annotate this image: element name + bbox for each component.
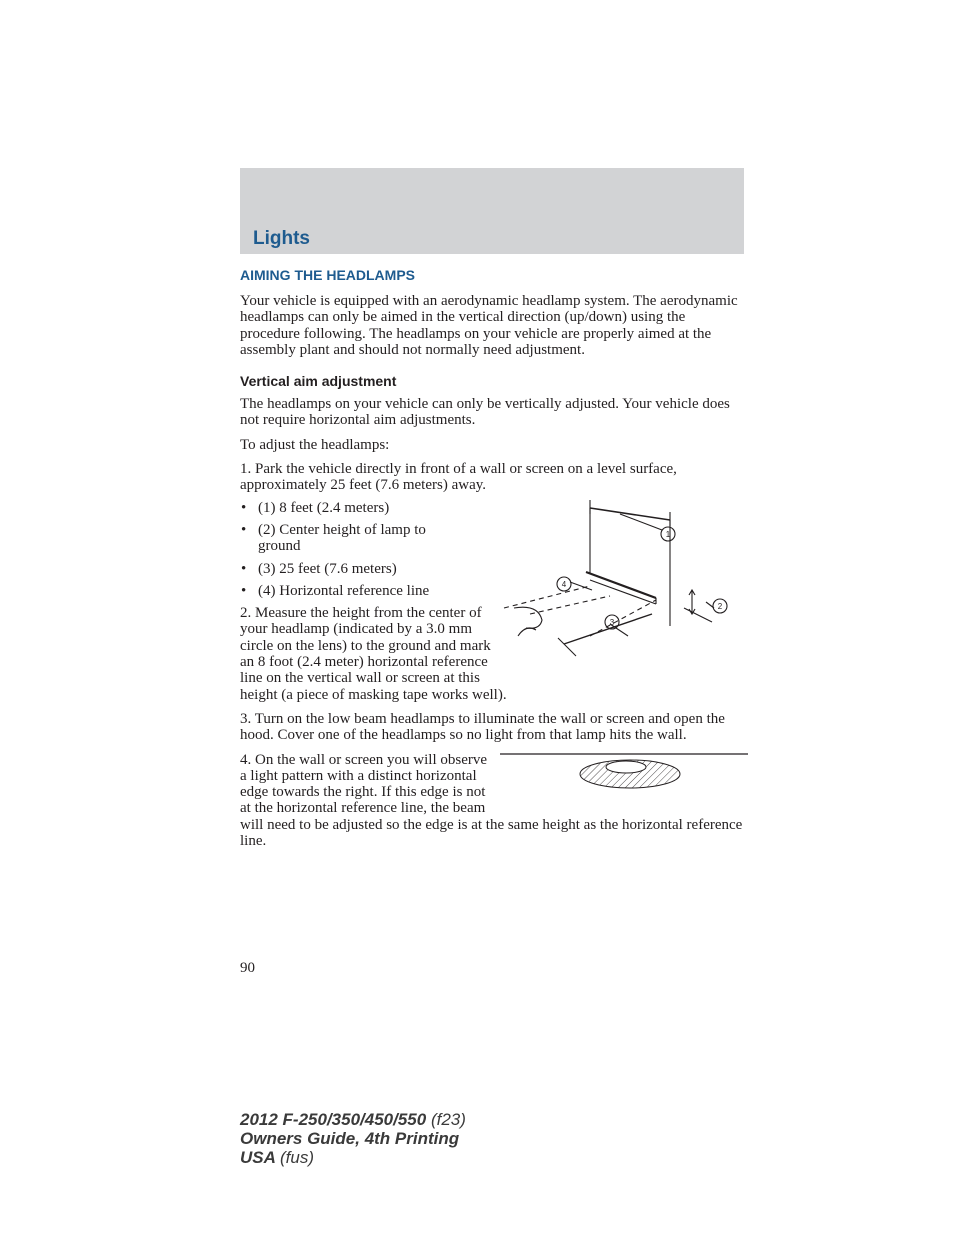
- headlamp-aim-diagram: [500, 496, 748, 674]
- footer-market-code: (fus): [280, 1148, 314, 1167]
- paragraph-2: To adjust the headlamps:: [240, 436, 390, 453]
- subheading: Vertical aim adjustment: [240, 373, 397, 390]
- step-3: 3. Turn on the low beam headlamps to illuminate the wall or screen and open the hood. Cover one of the headlamps so no light from that lamp hits the wall.: [240, 710, 725, 744]
- list-item: • (4) Horizontal reference line: [240, 583, 458, 599]
- page-content: [240, 266, 744, 857]
- list-item: • (2) Center height of lamp to ground: [240, 522, 458, 555]
- section-header-band: [240, 168, 744, 254]
- beam-pattern-diagram: [500, 750, 748, 798]
- footer-model: 2012 F-250/350/450/550: [240, 1110, 427, 1129]
- footer: [240, 1110, 466, 1167]
- paragraph-1: The headlamps on your vehicle can only be vertically adjusted. Your vehicle does not require horizontal aim adjustments.: [240, 396, 730, 429]
- footer-model-code: (f23): [430, 1110, 466, 1129]
- main-heading: AIMING THE HEADLAMPS: [240, 267, 415, 283]
- page-number: 90: [240, 960, 255, 976]
- callout-4: 4: [561, 579, 567, 589]
- callout-3: 3: [609, 617, 615, 627]
- list-item: • (3) 25 feet (7.6 meters): [240, 561, 458, 577]
- callout-2: 2: [717, 601, 723, 611]
- step-4: 4. On the wall or screen you will observe a light pattern with a distinct horizontal edge towards the right. If this edge is not at the horizontal reference line, the beam will need to be adjusted so the edge is at the same height as the horizontal reference line.: [240, 751, 743, 850]
- footer-market: USA: [240, 1148, 276, 1167]
- footer-guide: Owners Guide, 4th Printing: [240, 1129, 460, 1148]
- intro-paragraph: Your vehicle is equipped with an aerodynamic headlamp system. The aerodynamic headlamps can only be aimed in the vertical direction (up/down) using the procedure following. The headlamps on your vehicle are properly aimed at the assembly plant and should not normally need adjustment.: [240, 293, 738, 358]
- step-1: 1. Park the vehicle directly in front of a wall or screen on a level surface, approximately 25 feet (7.6 meters) away.: [240, 461, 677, 494]
- list-item: • (1) 8 feet (2.4 meters): [240, 500, 458, 516]
- section-title: Lights: [253, 228, 310, 249]
- callout-1: 1: [665, 529, 671, 539]
- step-2: 2. Measure the height from the center of your headlamp (indicated by a 3.0 mm circle on the lens) to the ground and mark an 8 foot (2.4 meter) horizontal reference line on the vertical wall or screen at this height (a piece of masking tape works well).: [240, 605, 507, 703]
